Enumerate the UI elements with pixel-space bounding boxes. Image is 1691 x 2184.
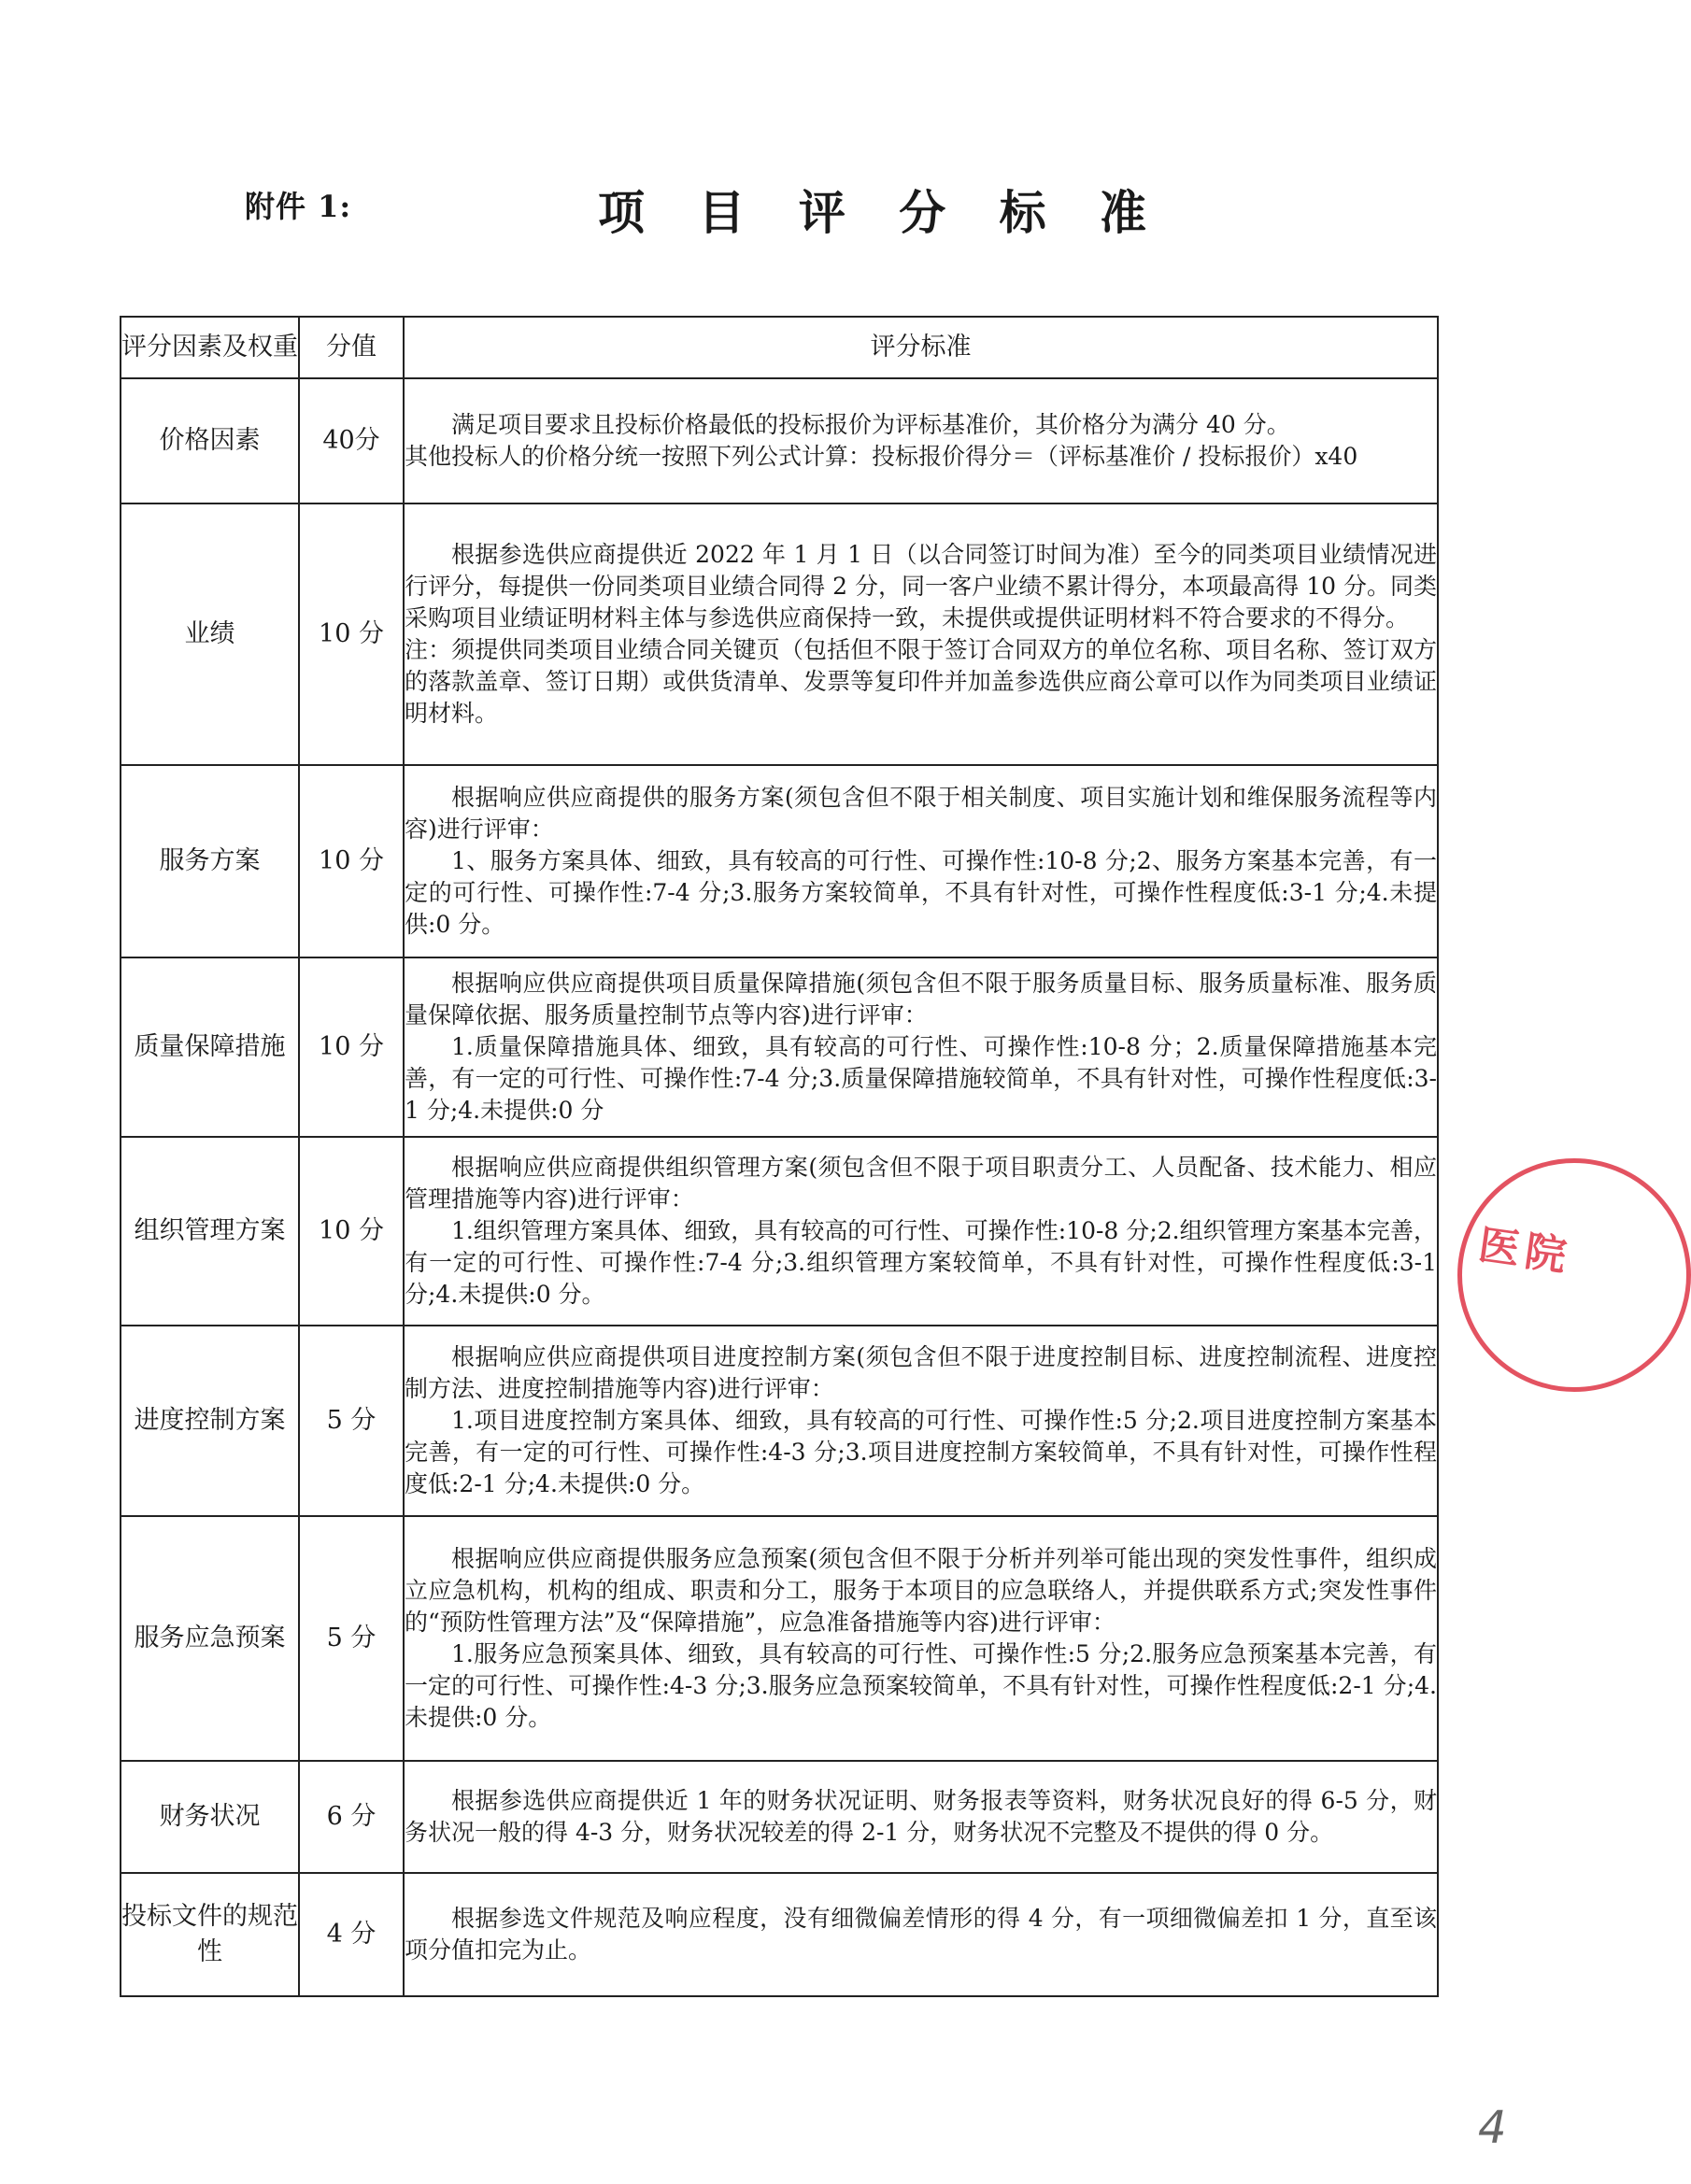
row-criteria bbox=[404, 765, 1438, 957]
table-row bbox=[121, 1761, 1438, 1873]
row-criteria bbox=[404, 1326, 1438, 1516]
criteria-paragraph: 满足项目要求且投标价格最低的投标报价为评标基准价，其价格分为满分 40 分。 bbox=[451, 411, 1290, 438]
criteria-paragraph: 根据响应供应商提供服务应急预案(须包含但不限于分析并列举可能出现的突发性事件，组织成立应急机构，机构的组成、职责和分工，服务于本项目的应急联络人，并提供联系方式;突发性事件的“预防性管理方法”及“保障措施”，应急准备措施等内容)进行评审： bbox=[405, 1545, 1437, 1636]
table-row bbox=[121, 1516, 1438, 1761]
row-score: 10 分 bbox=[299, 503, 404, 765]
criteria-paragraph: 根据响应供应商提供项目质量保障措施(须包含但不限于服务质量目标、服务质量标准、服务质量保障依据、服务质量控制节点等内容)进行评审： bbox=[405, 970, 1437, 1028]
criteria-paragraph: 根据响应供应商提供组织管理方案(须包含但不限于项目职责分工、人员配备、技术能力、相应管理措施等内容)进行评审： bbox=[405, 1154, 1437, 1213]
row-criteria bbox=[404, 1873, 1438, 1996]
column-header-factor: 评分因素及权重 bbox=[121, 317, 299, 378]
row-criteria bbox=[404, 957, 1438, 1137]
table-row bbox=[121, 378, 1438, 503]
row-criteria bbox=[404, 378, 1438, 503]
scoring-table bbox=[120, 316, 1439, 1997]
row-factor: 质量保障措施 bbox=[121, 957, 299, 1137]
criteria-paragraph: 根据响应供应商提供项目进度控制方案(须包含但不限于进度控制目标、进度控制流程、进度控制方法、进度控制措施等内容)进行评审： bbox=[405, 1343, 1437, 1402]
row-score: 5 分 bbox=[299, 1326, 404, 1516]
row-score: 10 分 bbox=[299, 765, 404, 957]
attachment-label: 附件 1: bbox=[245, 189, 352, 224]
row-factor: 服务应急预案 bbox=[121, 1516, 299, 1761]
row-criteria bbox=[404, 503, 1438, 765]
criteria-paragraph: 其他投标人的价格分统一按照下列公式计算：投标报价得分＝（评标基准价 / 投标报价）x40 bbox=[405, 443, 1358, 470]
criteria-paragraph: 根据响应供应商提供的服务方案(须包含但不限于相关制度、项目实施计划和维保服务流程等内容)进行评审： bbox=[405, 784, 1437, 843]
row-score: 5 分 bbox=[299, 1516, 404, 1761]
row-factor: 价格因素 bbox=[121, 378, 299, 503]
row-score: 6 分 bbox=[299, 1761, 404, 1873]
criteria-paragraph: 1.质量保障措施具体、细致，具有较高的可行性、可操作性:10-8 分；2.质量保障措施基本完善，有一定的可行性、可操作性:7-4 分;3.质量保障措施较简单，不具有针对性，可操作性程度低:3-1 分;4.未提供:0 分 bbox=[405, 1033, 1437, 1124]
criteria-paragraph: 根据参选供应商提供近 2022 年 1 月 1 日（以合同签订时间为准）至今的同类项目业绩情况进行评分，每提供一份同类项目业绩合同得 2 分，同一客户业绩不累计得分，本项最高得 10 分。同类采购项目业绩证明材料主体与参选供应商保持一致，未提供或提供证明材料不符合要求的不得分。 bbox=[405, 541, 1437, 631]
page-title: 项 目 评 分 标 准 bbox=[598, 185, 1166, 240]
row-criteria bbox=[404, 1516, 1438, 1761]
row-factor: 业绩 bbox=[121, 503, 299, 765]
table-row bbox=[121, 957, 1438, 1137]
seal-text: 医院 bbox=[1475, 1221, 1575, 1282]
criteria-paragraph: 根据参选供应商提供近 1 年的财务状况证明、财务报表等资料，财务状况良好的得 6-5 分，财务状况一般的得 4-3 分，财务状况较差的得 2-1 分，财务状况不完整及不提供的得 0 分。 bbox=[405, 1787, 1437, 1846]
table-header-row bbox=[121, 317, 1438, 378]
column-header-score: 分值 bbox=[299, 317, 404, 378]
row-factor: 进度控制方案 bbox=[121, 1326, 299, 1516]
row-factor: 组织管理方案 bbox=[121, 1137, 299, 1326]
criteria-paragraph: 1.组织管理方案具体、细致，具有较高的可行性、可操作性:10-8 分;2.组织管理方案基本完善，有一定的可行性、可操作性:7-4 分;3.组织管理方案较简单，不具有针对性，可操作性程度低:3-1 分;4.未提供:0 分。 bbox=[405, 1217, 1437, 1308]
row-factor: 服务方案 bbox=[121, 765, 299, 957]
row-criteria bbox=[404, 1761, 1438, 1873]
table-row bbox=[121, 503, 1438, 765]
row-factor: 投标文件的规范性 bbox=[121, 1873, 299, 1996]
criteria-paragraph: 根据参选文件规范及响应程度，没有细微偏差情形的得 4 分，有一项细微偏差扣 1 分，直至该项分值扣完为止。 bbox=[405, 1905, 1437, 1964]
table-row bbox=[121, 765, 1438, 957]
criteria-paragraph: 1、服务方案具体、细致，具有较高的可行性、可操作性:10-8 分;2、服务方案基本完善，有一定的可行性、可操作性:7-4 分;3.服务方案较简单，不具有针对性，可操作性程度低:3-1 分;4.未提供:0 分。 bbox=[405, 847, 1437, 938]
criteria-paragraph: 1.服务应急预案具体、细致，具有较高的可行性、可操作性:5 分;2.服务应急预案基本完善，有一定的可行性、可操作性:4-3 分;3.服务应急预案较简单，不具有针对性，可操作性程度低:2-1 分;4.未提供:0 分。 bbox=[405, 1640, 1437, 1731]
row-score: 4 分 bbox=[299, 1873, 404, 1996]
table-row bbox=[121, 1326, 1438, 1516]
criteria-paragraph: 注：须提供同类项目业绩合同关键页（包括但不限于签订合同双方的单位名称、项目名称、签订双方的落款盖章、签订日期）或供货清单、发票等复印件并加盖参选供应商公章可以作为同类项目业绩证明材料。 bbox=[405, 636, 1437, 727]
table-row bbox=[121, 1137, 1438, 1326]
row-factor: 财务状况 bbox=[121, 1761, 299, 1873]
table-row bbox=[121, 1873, 1438, 1996]
row-score: 10 分 bbox=[299, 957, 404, 1137]
row-criteria bbox=[404, 1137, 1438, 1326]
row-score: 10 分 bbox=[299, 1137, 404, 1326]
criteria-paragraph: 1.项目进度控制方案具体、细致，具有较高的可行性、可操作性:5 分;2.项目进度控制方案基本完善，有一定的可行性、可操作性:4-3 分;3.项目进度控制方案较简单，不具有针对性，可操作性程度低:2-1 分;4.未提供:0 分。 bbox=[405, 1407, 1437, 1497]
row-score: 40分 bbox=[299, 378, 404, 503]
column-header-criteria: 评分标准 bbox=[404, 317, 1438, 378]
red-seal-stamp bbox=[1457, 1158, 1691, 1392]
page-number: 4 bbox=[1478, 2102, 1507, 2154]
